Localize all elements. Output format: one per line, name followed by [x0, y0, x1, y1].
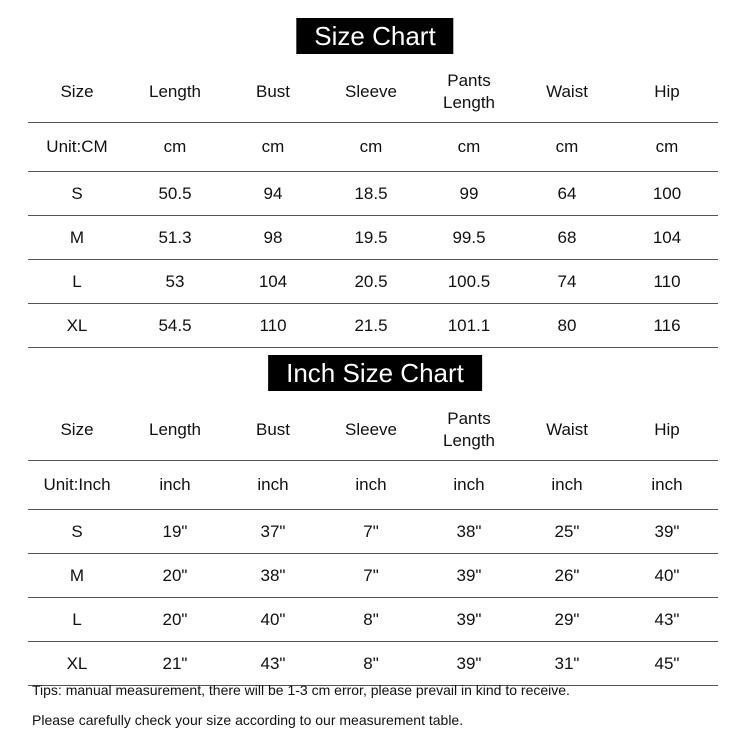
table-cell: S: [71, 183, 83, 203]
table-cell: 20.5: [354, 271, 388, 291]
table-cell: 20": [162, 609, 188, 629]
table-cell: 101.1: [447, 315, 491, 335]
inch-size-table: [28, 400, 718, 686]
unit-cell: cm: [261, 137, 285, 156]
table-cell: 100.5: [447, 271, 491, 291]
table-cell: 29": [554, 609, 580, 629]
table-cell: 39": [456, 609, 482, 629]
unit-cell: Unit:Inch: [43, 475, 111, 494]
unit-cell: cm: [457, 137, 481, 156]
table-cell: 39": [654, 521, 680, 541]
header-cell: Hip: [654, 420, 680, 439]
header-cell: Length: [149, 82, 201, 101]
table-cell: 98: [263, 227, 283, 247]
table-cell: M: [69, 565, 85, 585]
unit-cell: cm: [359, 137, 383, 156]
table-cell: 38": [260, 565, 286, 585]
header-cell: Length: [149, 420, 201, 439]
table-cell: L: [72, 609, 82, 629]
table-cell: 21": [162, 653, 188, 673]
header-cell: Pants Length: [443, 71, 495, 112]
table-cell: 40": [654, 565, 680, 585]
table-cell: S: [71, 521, 83, 541]
table-cell: 19": [162, 521, 188, 541]
table-cell: 50.5: [158, 183, 192, 203]
table-cell: 51.3: [158, 227, 192, 247]
cm-size-table: [28, 62, 718, 348]
header-cell: Size: [60, 82, 94, 101]
table-cell: 64: [557, 183, 577, 203]
table-cell: 31": [554, 653, 580, 673]
table-cell: 26": [554, 565, 580, 585]
unit-cell: cm: [655, 137, 679, 156]
header-cell: Bust: [255, 420, 291, 439]
table-cell: 19.5: [354, 227, 388, 247]
table-row: [28, 554, 718, 598]
table-cell: 116: [653, 315, 681, 335]
table-header-row: [28, 62, 718, 123]
unit-cell: inch: [355, 475, 387, 494]
table-units-row: [28, 461, 718, 510]
table-cell: M: [69, 227, 85, 247]
table-cell: 20": [162, 565, 188, 585]
table-row: [28, 172, 718, 216]
table-cell: 39": [456, 653, 482, 673]
header-cell: Bust: [255, 82, 291, 101]
table-cell: 110: [653, 271, 681, 291]
table-cell: 18.5: [354, 183, 388, 203]
table-row: [28, 510, 718, 554]
header-cell: Waist: [546, 420, 588, 439]
table-cell: 8": [363, 653, 379, 673]
table-cell: 110: [259, 315, 287, 335]
header-cell: Sleeve: [345, 420, 397, 439]
table-cell: 7": [363, 565, 379, 585]
table-cell: 45": [654, 653, 680, 673]
unit-cell: inch: [453, 475, 485, 494]
unit-cell: inch: [257, 475, 289, 494]
inch-chart-title: Inch Size Chart: [268, 355, 482, 391]
check-size-note: Please carefully check your size according to our measurement table.: [32, 712, 464, 728]
unit-cell: cm: [163, 137, 187, 156]
table-cell: 104: [258, 271, 288, 291]
table-cell: 25": [554, 521, 580, 541]
table-cell: 39": [456, 565, 482, 585]
table-cell: L: [72, 271, 82, 291]
header-cell: Hip: [654, 82, 680, 101]
table-cell: XL: [66, 315, 88, 335]
table-row: [28, 260, 718, 304]
table-cell: 43": [260, 653, 286, 673]
table-cell: 94: [263, 183, 283, 203]
table-cell: 21.5: [354, 315, 388, 335]
table-cell: 80: [557, 315, 577, 335]
table-row: [28, 304, 718, 348]
unit-cell: inch: [159, 475, 191, 494]
table-cell: 43": [654, 609, 680, 629]
table-cell: 100: [652, 183, 682, 203]
table-cell: 104: [652, 227, 682, 247]
table-row: [28, 598, 718, 642]
header-cell: Sleeve: [345, 82, 397, 101]
table-cell: 99.5: [452, 227, 486, 247]
table-cell: 54.5: [158, 315, 192, 335]
unit-cell: inch: [651, 475, 683, 494]
table-header-row: [28, 400, 718, 461]
tips-note: Tips: manual measurement, there will be 1-3 cm error, please prevail in kind to receive.: [32, 682, 570, 698]
table-cell: 7": [363, 521, 379, 541]
table-cell: 38": [456, 521, 482, 541]
table-cell: 99: [459, 183, 479, 203]
table-cell: 8": [363, 609, 379, 629]
table-cell: XL: [66, 653, 88, 673]
table-units-row: [28, 123, 718, 172]
table-cell: 37": [260, 521, 286, 541]
table-row: [28, 216, 718, 260]
header-cell: Waist: [546, 82, 588, 101]
table-cell: 40": [260, 609, 286, 629]
header-cell: Pants Length: [443, 409, 495, 450]
table-cell: 68: [557, 227, 577, 247]
table-cell: 74: [557, 271, 577, 291]
unit-cell: cm: [555, 137, 579, 156]
cm-chart-title: Size Chart: [296, 18, 453, 54]
notes: [32, 680, 732, 740]
unit-cell: inch: [551, 475, 583, 494]
table-cell: 53: [165, 271, 185, 291]
unit-cell: Unit:CM: [46, 137, 108, 156]
header-cell: Size: [60, 420, 94, 439]
